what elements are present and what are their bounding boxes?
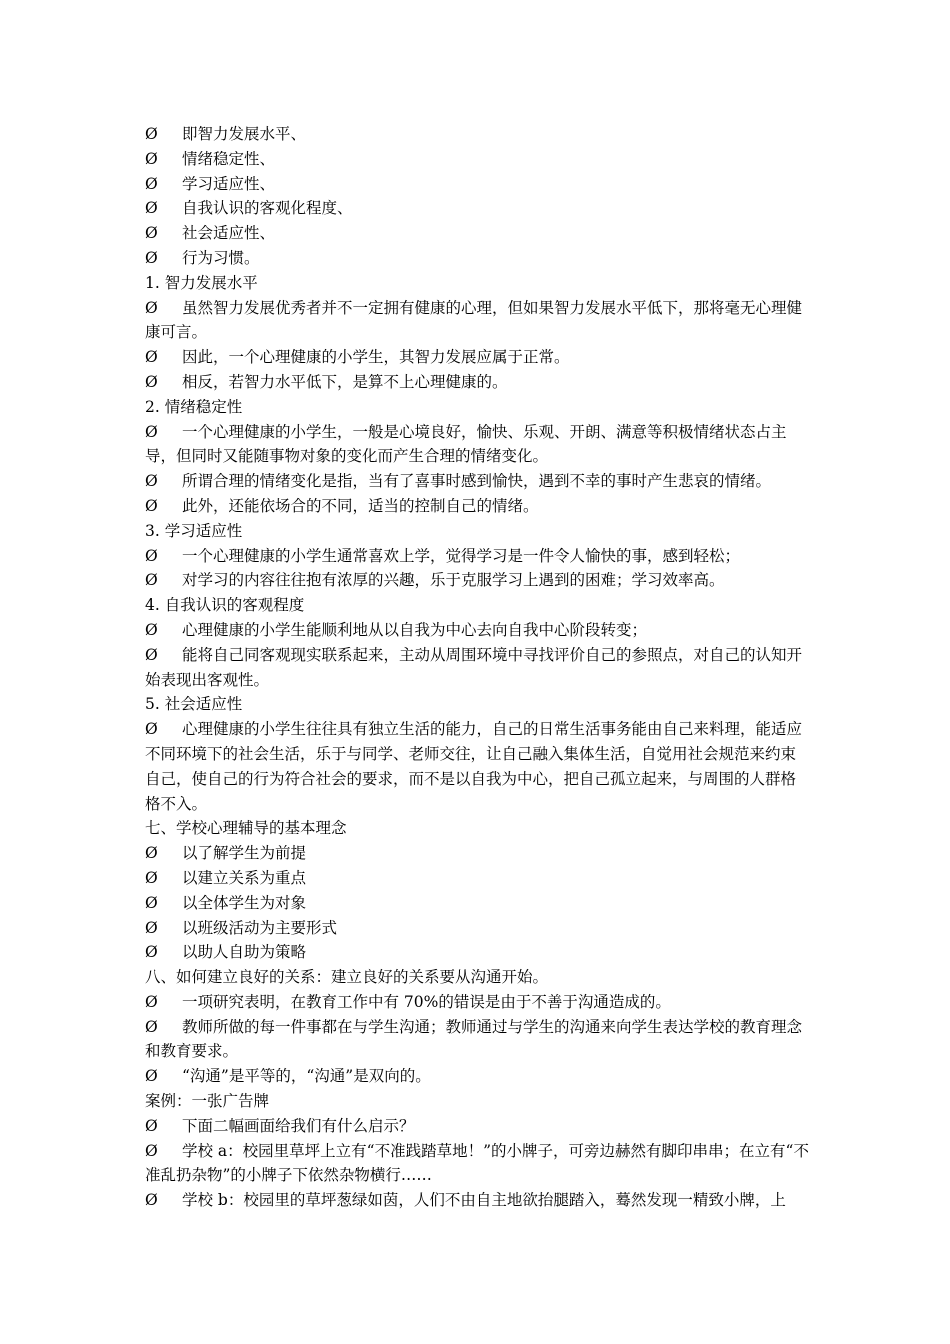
document-page xyxy=(145,122,809,1213)
bullet-mark: Ø xyxy=(145,620,158,639)
bullet-mark: Ø xyxy=(145,868,158,887)
bullet-item xyxy=(145,544,809,569)
bullet-item xyxy=(145,940,809,965)
bullet-mark: Ø xyxy=(145,372,158,391)
bullet-mark: Ø xyxy=(145,348,158,367)
bullet-item xyxy=(145,1114,809,1139)
bullet-item xyxy=(145,1064,809,1089)
section-heading: 4. 自我认识的客观程度 xyxy=(145,596,305,615)
bullet-mark: Ø xyxy=(145,1141,158,1160)
section-heading: 案例：一张广告牌 xyxy=(145,1092,270,1111)
bullet-text: 即智力发展水平、 xyxy=(182,125,307,143)
bullet-mark: Ø xyxy=(145,645,158,664)
section-heading: 2. 情绪稳定性 xyxy=(145,397,243,416)
bullet-item xyxy=(145,469,809,494)
bullet-text: 情绪稳定性、 xyxy=(182,149,276,168)
bullet-item xyxy=(145,147,809,172)
bullet-mark: Ø xyxy=(145,918,158,937)
bullet-mark: Ø xyxy=(145,893,158,912)
bullet-text: 一个心理健康的小学生，一般是心境良好，愉快、乐观、开朗、满意等积极情绪状态占主导，但同时又能随事物对象的变化而产生合理的情绪变化。 xyxy=(145,422,787,466)
bullet-text: 心理健康的小学生能顺利地从以自我为中心去向自我中心阶段转变； xyxy=(182,620,648,639)
bullet-text: 相反，若智力水平低下，是算不上心理健康的。 xyxy=(182,372,508,391)
bullet-item xyxy=(145,643,809,693)
bullet-item xyxy=(145,246,809,271)
section-heading: 1. 智力发展水平 xyxy=(145,273,258,292)
bullet-text: 以助人自助为策略 xyxy=(182,943,307,962)
bullet-text: 此外，还能依场合的不同，适当的控制自己的情绪。 xyxy=(182,496,539,515)
bullet-mark: Ø xyxy=(145,1116,158,1135)
bullet-text: 学习适应性、 xyxy=(182,174,276,193)
bullet-mark: Ø xyxy=(145,422,158,441)
bullet-item xyxy=(145,1015,809,1065)
bullet-item xyxy=(145,891,809,916)
bullet-item xyxy=(145,866,809,891)
bullet-mark: Ø xyxy=(145,571,158,590)
bullet-mark: Ø xyxy=(145,992,158,1011)
bullet-text: 社会适应性、 xyxy=(182,224,276,243)
bullet-text: 学校 a：校园里草坪上立有“不准践踏草地！”的小牌子，可旁边赫然有脚印串串；在立有“不准乱扔杂物”的小牌子下依然杂物横行…… xyxy=(145,1141,809,1185)
bullet-item xyxy=(145,370,809,395)
bullet-item xyxy=(145,345,809,370)
bullet-item xyxy=(145,494,809,519)
bullet-item xyxy=(145,990,809,1015)
bullet-mark: Ø xyxy=(145,174,158,193)
bullet-item xyxy=(145,717,809,816)
bullet-item xyxy=(145,618,809,643)
bullet-text: 能将自己同客观现实联系起来，主动从周围环境中寻找评价自己的参照点，对自己的认知开始表现出客观性。 xyxy=(145,645,803,689)
bullet-mark: Ø xyxy=(145,298,158,317)
bullet-text: 一项研究表明，在教育工作中有 70%的错误是由于不善于沟通造成的。 xyxy=(182,992,671,1011)
bullet-item xyxy=(145,296,809,346)
bullet-mark: Ø xyxy=(145,496,158,515)
bullet-text: 行为习惯。 xyxy=(182,248,260,267)
bullet-text: 教师所做的每一件事都在与学生沟通；教师通过与学生的沟通来向学生表达学校的教育理念和教育要求。 xyxy=(145,1017,803,1061)
bullet-mark: Ø xyxy=(145,199,158,218)
section-heading: 5. 社会适应性 xyxy=(145,695,243,714)
bullet-mark: Ø xyxy=(145,720,158,739)
section-heading: 3. 学习适应性 xyxy=(145,521,243,540)
bullet-text: 以建立关系为重点 xyxy=(182,868,307,887)
bullet-mark: Ø xyxy=(145,224,158,243)
bullet-text: 下面二幅画面给我们有什么启示？ xyxy=(182,1116,415,1135)
bullet-text: 自我认识的客观化程度、 xyxy=(182,199,353,218)
section-heading: 八、如何建立良好的关系：建立良好的关系要从沟通开始。 xyxy=(145,968,549,987)
bullet-text: 以班级活动为主要形式 xyxy=(182,918,338,937)
bullet-item xyxy=(145,172,809,197)
bullet-item xyxy=(145,420,809,470)
bullet-text: 以全体学生为对象 xyxy=(182,893,307,912)
bullet-mark: Ø xyxy=(145,943,158,962)
bullet-text: 以了解学生为前提 xyxy=(182,844,307,863)
bullet-text: 所谓合理的情绪变化是指，当有了喜事时感到愉快，遇到不幸的事时产生悲哀的情绪。 xyxy=(182,472,772,491)
bullet-text: “沟通”是平等的，“沟通”是双向的。 xyxy=(182,1067,431,1086)
bullet-item xyxy=(145,1188,809,1213)
bullet-text: 学校 b：校园里的草坪葱绿如茵，人们不由自主地欲抬腿踏入，蓦然发现一精致小牌，上 xyxy=(182,1191,786,1210)
bullet-mark: Ø xyxy=(145,1017,158,1036)
bullet-text: 心理健康的小学生往往具有独立生活的能力，自己的日常生活事务能由自己来料理，能适应不同环境下的社会生活，乐于与同学、老师交往，让自己融入集体生活，自觉用社会规范来约束自己，使自己的行为符合社会的要求，而不是以自我为中心，把自己孤立起来，与周围的人群格格不入。 xyxy=(145,720,803,813)
bullet-item xyxy=(145,916,809,941)
bullet-item xyxy=(145,122,809,147)
bullet-mark: Ø xyxy=(145,844,158,863)
bullet-mark: Ø xyxy=(145,1067,158,1086)
bullet-item xyxy=(145,1139,809,1189)
bullet-mark: Ø xyxy=(145,125,158,143)
bullet-mark: Ø xyxy=(145,546,158,565)
bullet-item xyxy=(145,221,809,246)
bullet-text: 一个心理健康的小学生通常喜欢上学，觉得学习是一件令人愉快的事，感到轻松； xyxy=(182,546,741,565)
bullet-text: 因此，一个心理健康的小学生，其智力发展应属于正常。 xyxy=(182,348,570,367)
bullet-mark: Ø xyxy=(145,248,158,267)
bullet-text: 虽然智力发展优秀者并不一定拥有健康的心理，但如果智力发展水平低下，那将毫无心理健康可言。 xyxy=(145,298,803,342)
bullet-mark: Ø xyxy=(145,149,158,168)
bullet-mark: Ø xyxy=(145,472,158,491)
bullet-item xyxy=(145,841,809,866)
bullet-item xyxy=(145,196,809,221)
bullet-text: 对学习的内容往往抱有浓厚的兴趣，乐于克服学习上遇到的困难；学习效率高。 xyxy=(182,571,725,590)
bullet-mark: Ø xyxy=(145,1191,158,1210)
section-heading: 七、学校心理辅导的基本理念 xyxy=(145,819,347,838)
bullet-item xyxy=(145,568,809,593)
